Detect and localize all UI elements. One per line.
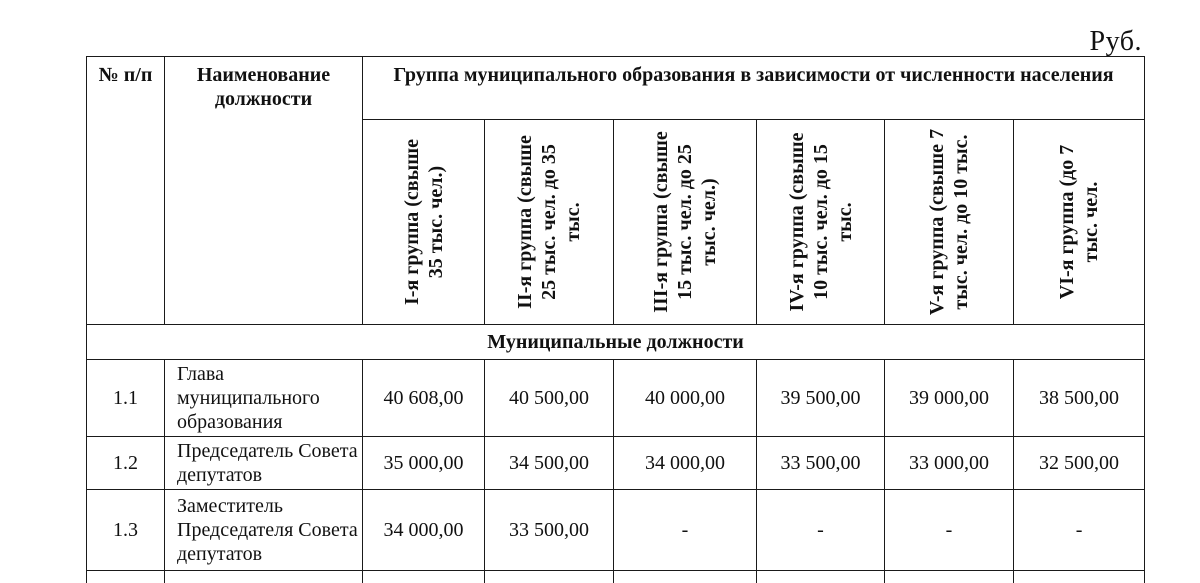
column-header-group-4 <box>757 120 885 325</box>
position-name: Председатель Совета депутатов <box>165 437 363 490</box>
empty-cell <box>363 571 485 583</box>
section-row <box>87 325 1145 360</box>
section-title: Муниципальные должности <box>87 325 1145 360</box>
salary-value: 34 000,00 <box>614 437 757 490</box>
column-header-group-2 <box>485 120 614 325</box>
empty-cell <box>614 571 757 583</box>
row-number: 1.2 <box>87 437 165 490</box>
column-header-group-3 <box>614 120 757 325</box>
group-1-label: I-я группа (свыше 35 тыс. чел.) <box>400 127 448 317</box>
empty-cell <box>757 571 885 583</box>
table-row <box>87 437 1145 490</box>
empty-cell <box>1014 571 1145 583</box>
group-6-label: VI-я группа (до 7 тыс. чел. <box>1055 127 1103 317</box>
salary-value: - <box>1014 490 1145 571</box>
salary-value: - <box>757 490 885 571</box>
column-header-position: Наименование должности <box>165 57 363 325</box>
group-4-label: IV-я группа (свыше 10 тыс. чел. до 15 тыс. <box>785 127 857 317</box>
salary-value: 34 500,00 <box>485 437 614 490</box>
group-5-label: V-я группа (свыше 7 тыс. чел. до 10 тыс. <box>925 127 973 317</box>
salary-value: 33 500,00 <box>485 490 614 571</box>
salary-value: - <box>614 490 757 571</box>
salary-value: 40 500,00 <box>485 360 614 437</box>
salary-value: 39 000,00 <box>885 360 1014 437</box>
empty-cell <box>87 571 165 583</box>
salary-value: 40 000,00 <box>614 360 757 437</box>
group-2-label: II-я группа (свыше 25 тыс. чел. до 35 тыс. <box>513 127 585 317</box>
salary-value: 39 500,00 <box>757 360 885 437</box>
group-3-label: III-я группа (свыше 15 тыс. чел. до 25 тыс. чел.) <box>649 127 721 317</box>
column-header-number: № п/п <box>87 57 165 325</box>
position-name: Глава муниципального образования <box>165 360 363 437</box>
salary-value: 34 000,00 <box>363 490 485 571</box>
salary-value: 38 500,00 <box>1014 360 1145 437</box>
table-row <box>87 490 1145 571</box>
position-name: Заместитель Председателя Совета депутатов <box>165 490 363 571</box>
salary-value: 32 500,00 <box>1014 437 1145 490</box>
row-number: 1.1 <box>87 360 165 437</box>
salary-value: 33 000,00 <box>885 437 1014 490</box>
empty-cell <box>165 571 363 583</box>
salary-value: 33 500,00 <box>757 437 885 490</box>
column-header-group-6 <box>1014 120 1145 325</box>
empty-cell <box>885 571 1014 583</box>
column-header-group-5 <box>885 120 1014 325</box>
header-row-top <box>87 57 1145 120</box>
column-header-group-title: Группа муниципального образования в зависимости от численности населения <box>363 57 1145 120</box>
salary-table <box>86 56 1145 583</box>
salary-table-container <box>86 56 1144 583</box>
salary-value: 40 608,00 <box>363 360 485 437</box>
empty-cell <box>485 571 614 583</box>
row-number: 1.3 <box>87 490 165 571</box>
currency-unit-label: Руб. <box>1090 26 1142 58</box>
salary-value: - <box>885 490 1014 571</box>
column-header-group-1 <box>363 120 485 325</box>
table-row <box>87 360 1145 437</box>
table-row-cut-off <box>87 571 1145 583</box>
salary-value: 35 000,00 <box>363 437 485 490</box>
